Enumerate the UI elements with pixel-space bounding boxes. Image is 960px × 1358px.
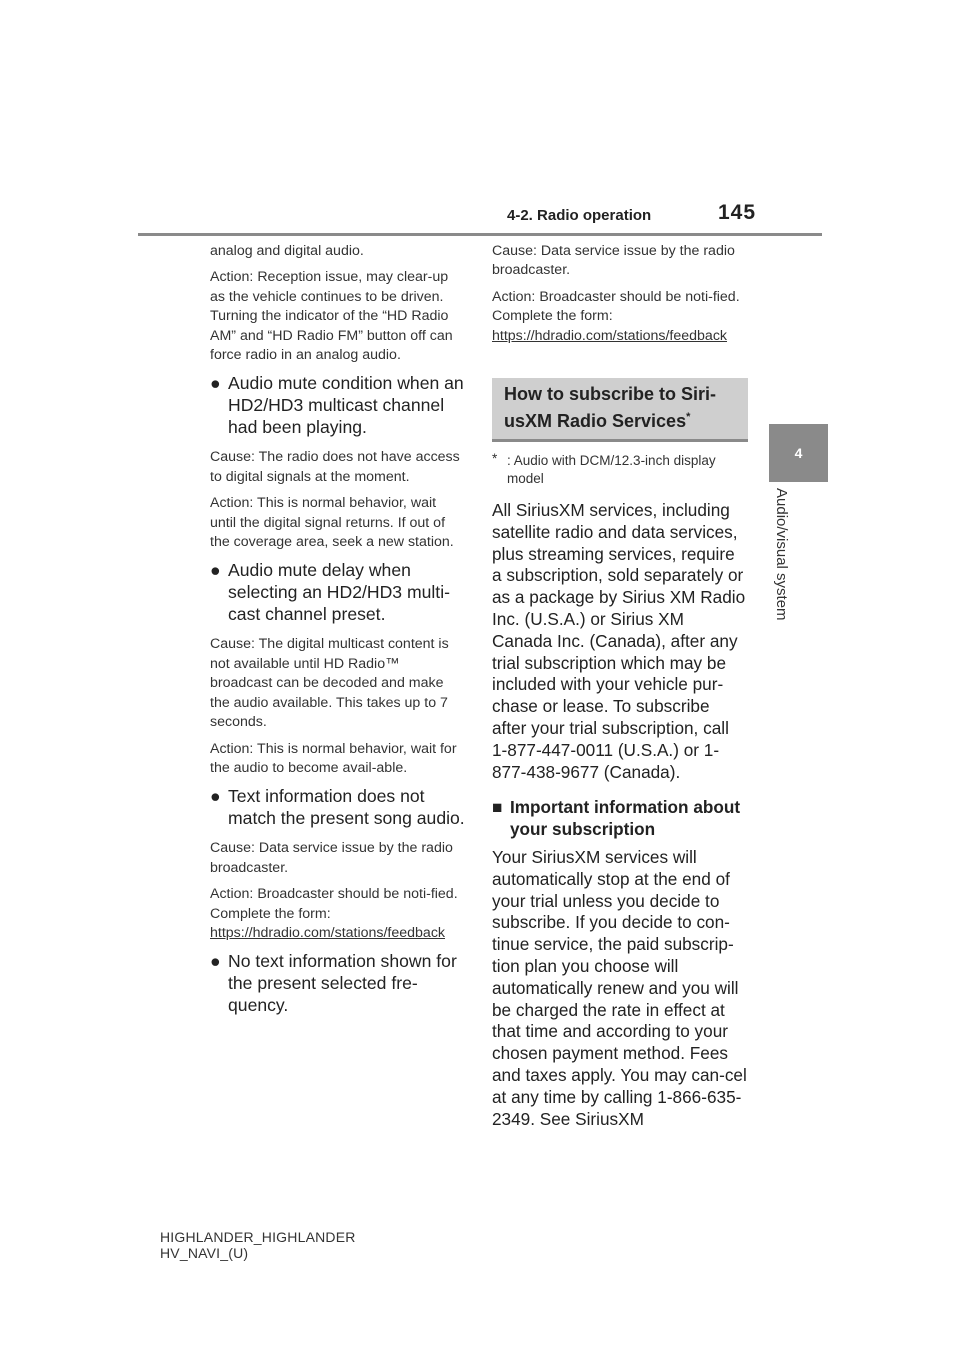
footnote xyxy=(492,452,748,488)
section-heading-text: How to subscribe to Siri-usXM Radio Services xyxy=(504,384,717,432)
footnote-marker: * xyxy=(686,411,691,424)
section-heading xyxy=(492,378,748,442)
bullet-item xyxy=(210,559,465,625)
bullet-text: Audio mute delay when selecting an HD2/HD3 multi-cast channel preset. xyxy=(228,560,450,625)
chapter-label-text: Audio/visual system xyxy=(773,488,790,621)
bullet-icon: ● xyxy=(210,786,221,807)
header-divider xyxy=(138,233,822,236)
bullet-item xyxy=(210,372,465,438)
chapter-tab xyxy=(769,424,828,482)
square-bullet-icon: ■ xyxy=(492,797,503,818)
bullet-icon: ● xyxy=(210,951,221,972)
bullet-icon: ● xyxy=(210,373,221,394)
bullet-text: Audio mute condition when an HD2/HD3 multicast channel had been playing. xyxy=(228,373,464,438)
paragraph: Cause: Data service issue by the radio broadcaster. xyxy=(492,243,735,279)
sub-heading-text: Important information about your subscription xyxy=(510,797,741,840)
body-paragraph: All SiriusXM services, including satellite radio and data services, plus streaming services, require a subscription, sold separately or as a package by Sirius XM Radio Inc. (U.S.A.) or Sirius XM Canada Inc. (Canada), after any trial subscription which may be included with your vehicle pur-chase or lease. To subscribe after your trial subscription, call 1-877-447-0011 (U.S.A.) or 1-877-438-9677 (Canada). xyxy=(492,500,746,782)
chapter-number: 4 xyxy=(794,445,803,461)
page-number: 145 xyxy=(718,201,757,224)
bullet-text: Text information does not match the present song audio. xyxy=(228,786,465,829)
section-title: 4-2. Radio operation xyxy=(507,207,652,224)
footnote-marker: * xyxy=(492,451,498,467)
paragraph: analog and digital audio. xyxy=(210,243,364,259)
body-paragraph: Your SiriusXM services will automatically stop at the end of your trial unless you decide to subscribe. If you decide to con-tinue service, the paid subscrip-tion plan you choose will automatically renew and you will be charged the rate in effect at that time and according to your chosen payment method. Fees and taxes apply. You may can-cel at any time by calling 1-866-635-2349. See SiriusXM xyxy=(492,846,747,1129)
paragraph: Cause: Data service issue by the radio broadcaster. xyxy=(210,840,453,876)
feedback-link[interactable]: https://hdradio.com/stations/feedback xyxy=(210,924,446,941)
footer-line: HIGHLANDER_HIGHLANDER xyxy=(160,1229,356,1245)
paragraph: Action: Reception issue, may clear-up as the vehicle continues to be driven. Turning the indicator of the “HD Radio AM” and “HD Radio FM” button off can force radio in an analog audio. xyxy=(210,269,453,364)
footer xyxy=(160,1229,356,1261)
paragraph: Cause: The radio does not have access to digital signals at the moment. xyxy=(210,449,460,485)
left-column xyxy=(210,242,465,1026)
footnote-text: : Audio with DCM/12.3-inch display model xyxy=(507,453,716,487)
paragraph xyxy=(210,885,465,943)
paragraph: Action: This is normal behavior, wait until the digital signal returns. If out of the coverage area, seek a new station. xyxy=(210,495,454,551)
bullet-icon: ● xyxy=(210,560,221,581)
bullet-item xyxy=(210,950,465,1016)
right-column xyxy=(492,242,748,1138)
paragraph: Cause: The digital multicast content is not available until HD Radio™ broadcast can be decoded and make the audio available. This takes up to 7 seconds. xyxy=(210,636,449,731)
feedback-link[interactable]: https://hdradio.com/stations/feedback xyxy=(492,327,728,344)
bullet-item xyxy=(210,785,465,829)
bullet-text: No text information shown for the present selected fre-quency. xyxy=(228,951,457,1016)
footer-line: HV_NAVI_(U) xyxy=(160,1245,249,1261)
paragraph-text: Action: Broadcaster should be noti-fied. Complete the form: xyxy=(492,288,740,325)
paragraph xyxy=(492,288,748,346)
paragraph: Action: This is normal behavior, wait for the audio to become avail-able. xyxy=(210,740,457,776)
paragraph-text: Action: Broadcaster should be noti-fied. Complete the form: xyxy=(210,886,458,922)
chapter-label xyxy=(770,488,794,648)
sub-heading xyxy=(492,797,748,841)
